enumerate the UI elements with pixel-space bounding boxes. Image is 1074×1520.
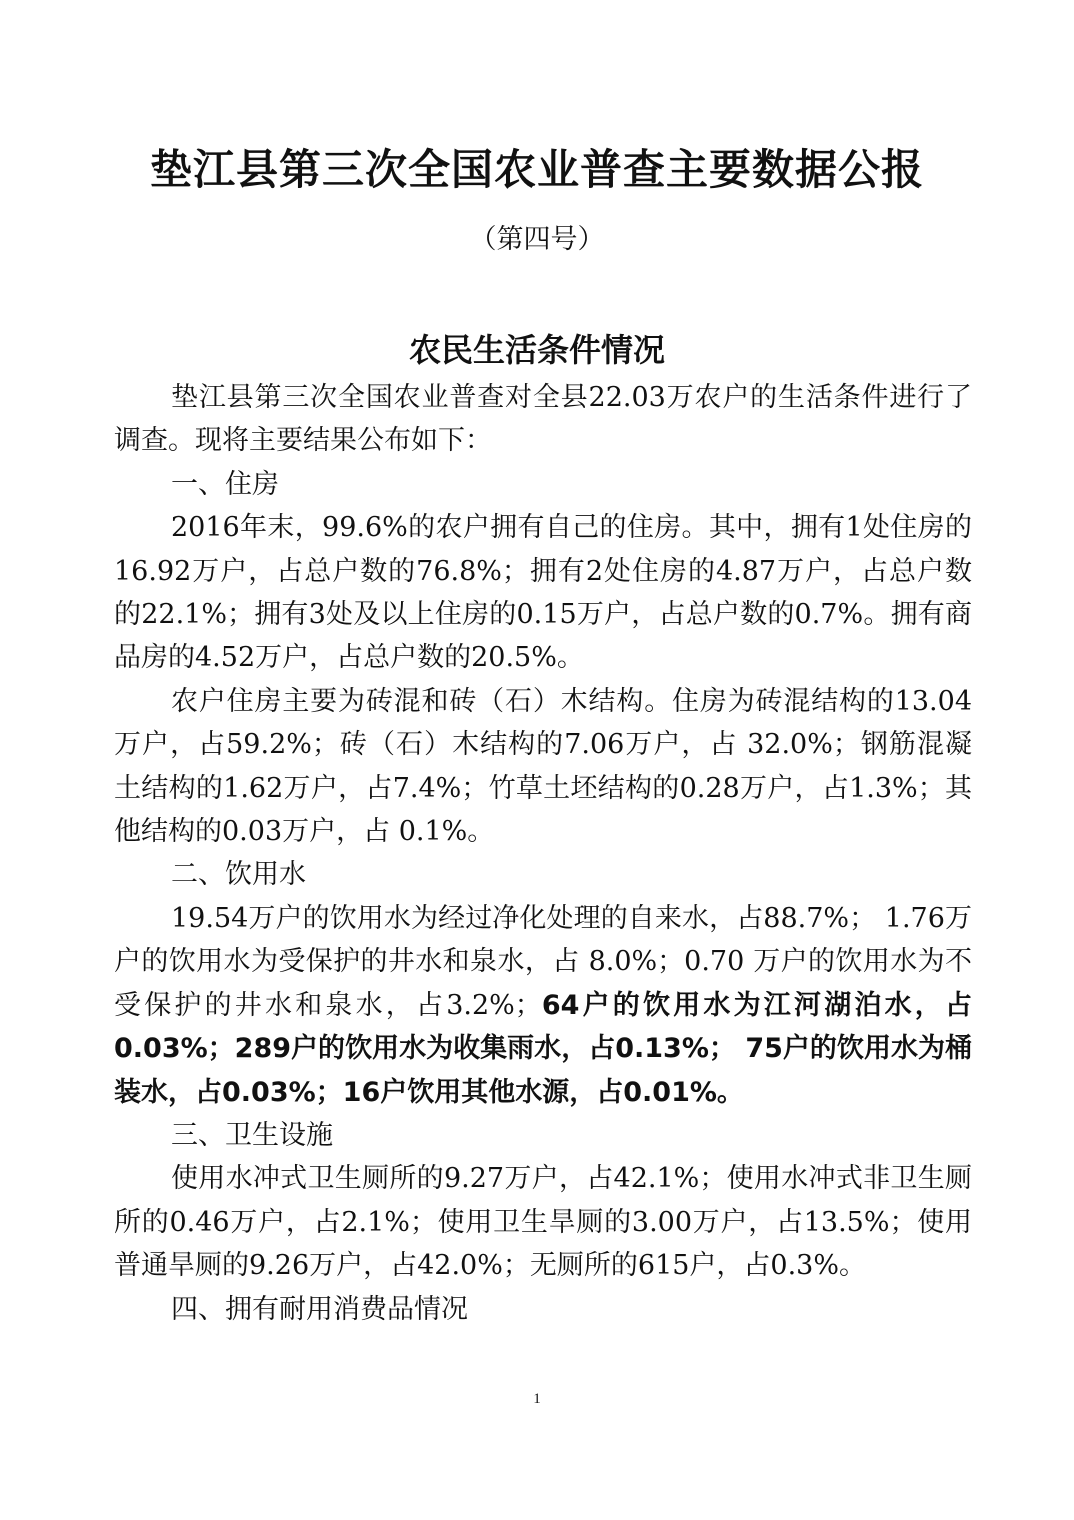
housing-paragraph-structure: 农户住房主要为砖混和砖（石）木结构。住房为砖混结构的13.04万户，占59.2%；砖（石）木结构的7.06万户，占 32.0%；钢筋混凝土结构的1.62万户，占7.4%；竹草土坯结构的0.28万户，占1.3%；其他结构的0.03万户，占 0.1%。 bbox=[114, 685, 972, 848]
intro-paragraph: 垫江县第三次全国农业普查对全县22.03万农户的生活条件进行了调查。现将主要结果公布如下： bbox=[114, 382, 972, 457]
housing-paragraph-ownership: 2016年末，99.6%的农户拥有自己的住房。其中，拥有1处住房的16.92万户，占总户数的76.8%；拥有2处住房的4.87万户，占总户数的22.1%；拥有3处及以上住房的0.15万户，占总户数的0.7%。拥有商品房的4.52万户，占总户数的20.5%。 bbox=[114, 512, 972, 674]
heading-drinking-water: 二、饮用水 bbox=[171, 859, 306, 891]
sanitation-paragraph: 使用水冲式卫生厕所的9.27万户，占42.1%；使用水冲式非卫生厕所的0.46万户，占2.1%；使用卫生旱厕的3.00万户，占13.5%；使用普通旱厕的9.26万户，占42.0%；无厕所的615户，占0.3%。 bbox=[114, 1163, 972, 1282]
water-text-regular: 19.54万户的饮用水为经过净化处理的自来水，占88.7%； 1.76万户的饮用水为受保护的井水和泉水，占 8.0%；0.70 万户的饮用水为不受保护的井水和泉水，占3.2%； bbox=[114, 902, 972, 1021]
water-text-bold: 64户的饮用水为江河湖泊水，占0.03%；289户的饮用水为收集雨水，占0.13%； 75户的饮用水为桶装水，占0.03%；16户饮用其他水源，占0.01%。 bbox=[114, 989, 973, 1108]
page-number: 1 bbox=[533, 1391, 541, 1407]
document-body bbox=[114, 376, 972, 1331]
heading-housing: 一、住房 bbox=[171, 468, 279, 500]
document-title: 垫江县第三次全国农业普查主要数据公报 bbox=[149, 145, 924, 194]
heading-sanitation: 三、卫生设施 bbox=[171, 1119, 333, 1151]
heading-durable-goods: 四、拥有耐用消费品情况 bbox=[171, 1293, 468, 1325]
section-title: 农民生活条件情况 bbox=[408, 331, 665, 369]
water-paragraph bbox=[114, 897, 972, 1114]
bulletin-number: （第四号） bbox=[469, 224, 605, 255]
